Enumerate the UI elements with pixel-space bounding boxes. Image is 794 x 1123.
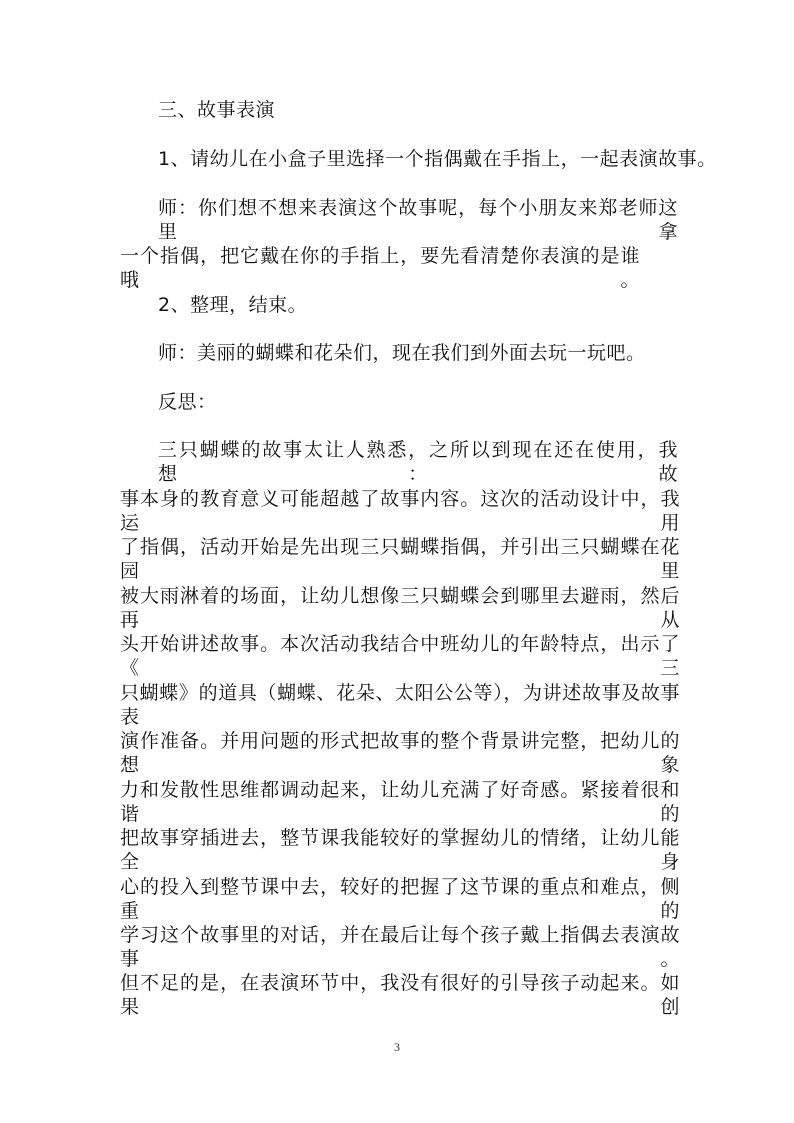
paragraph-line: 头开始讲述故事。本次活动我结合中班幼儿的年龄特点，出示了《三 xyxy=(120,633,680,679)
section-heading: 三、故事表演 xyxy=(158,99,276,121)
paragraph-line: 了指偶，活动开始是先出现三只蝴蝶指偶，并引出三只蝴蝶在花园里 xyxy=(120,536,680,582)
paragraph-line: 师：你们想不想来表演这个故事呢，每个小朋友来郑老师这里拿 xyxy=(158,197,678,243)
paragraph-line: 只蝴蝶》的道具（蝴蝶、花朵、太阳公公等），为讲述故事及故事表 xyxy=(120,682,680,728)
paragraph-line: 2、整理，结束。 xyxy=(158,294,308,316)
paragraph-line: 三只蝴蝶的故事太让人熟悉，之所以到现在还在使用，我想：故 xyxy=(158,439,678,485)
paragraph-line: 但不足的是，在表演环节中，我没有很好的引导孩子动起来。如果创 xyxy=(120,972,680,1018)
paragraph-line: 师：美丽的蝴蝶和花朵们，现在我们到外面去玩一玩吧。 xyxy=(158,342,646,364)
page-number: 3 xyxy=(394,1040,400,1054)
paragraph-line: 演作准备。并用问题的形式把故事的整个背景讲完整，把幼儿的想象 xyxy=(120,730,680,776)
paragraph-line: 一个指偶，把它戴在你的手指上，要先看清楚你表演的是谁哦。 xyxy=(120,245,640,291)
paragraph-line: 把故事穿插进去，整节课我能较好的掌握幼儿的情绪，让幼儿能全身 xyxy=(120,827,680,873)
reflection-heading: 反思： xyxy=(158,391,217,413)
paragraph-line: 事本身的教育意义可能超越了故事内容。这次的活动设计中，我运用 xyxy=(120,488,680,534)
paragraph-line: 1、请幼儿在小盒子里选择一个指偶戴在手指上，一起表演故事。 xyxy=(158,148,717,170)
paragraph-line: 被大雨淋着的场面，让幼儿想像三只蝴蝶会到哪里去避雨，然后再从 xyxy=(120,585,680,631)
paragraph-line: 心的投入到整节课中去，较好的把握了这节课的重点和难点，侧重的 xyxy=(120,876,680,922)
paragraph-line: 学习这个故事里的对话，并在最后让每个孩子戴上指偶去表演故事。 xyxy=(120,924,680,970)
paragraph-line: 力和发散性思维都调动起来，让幼儿充满了好奇感。紧接着很和谐的 xyxy=(120,779,680,825)
